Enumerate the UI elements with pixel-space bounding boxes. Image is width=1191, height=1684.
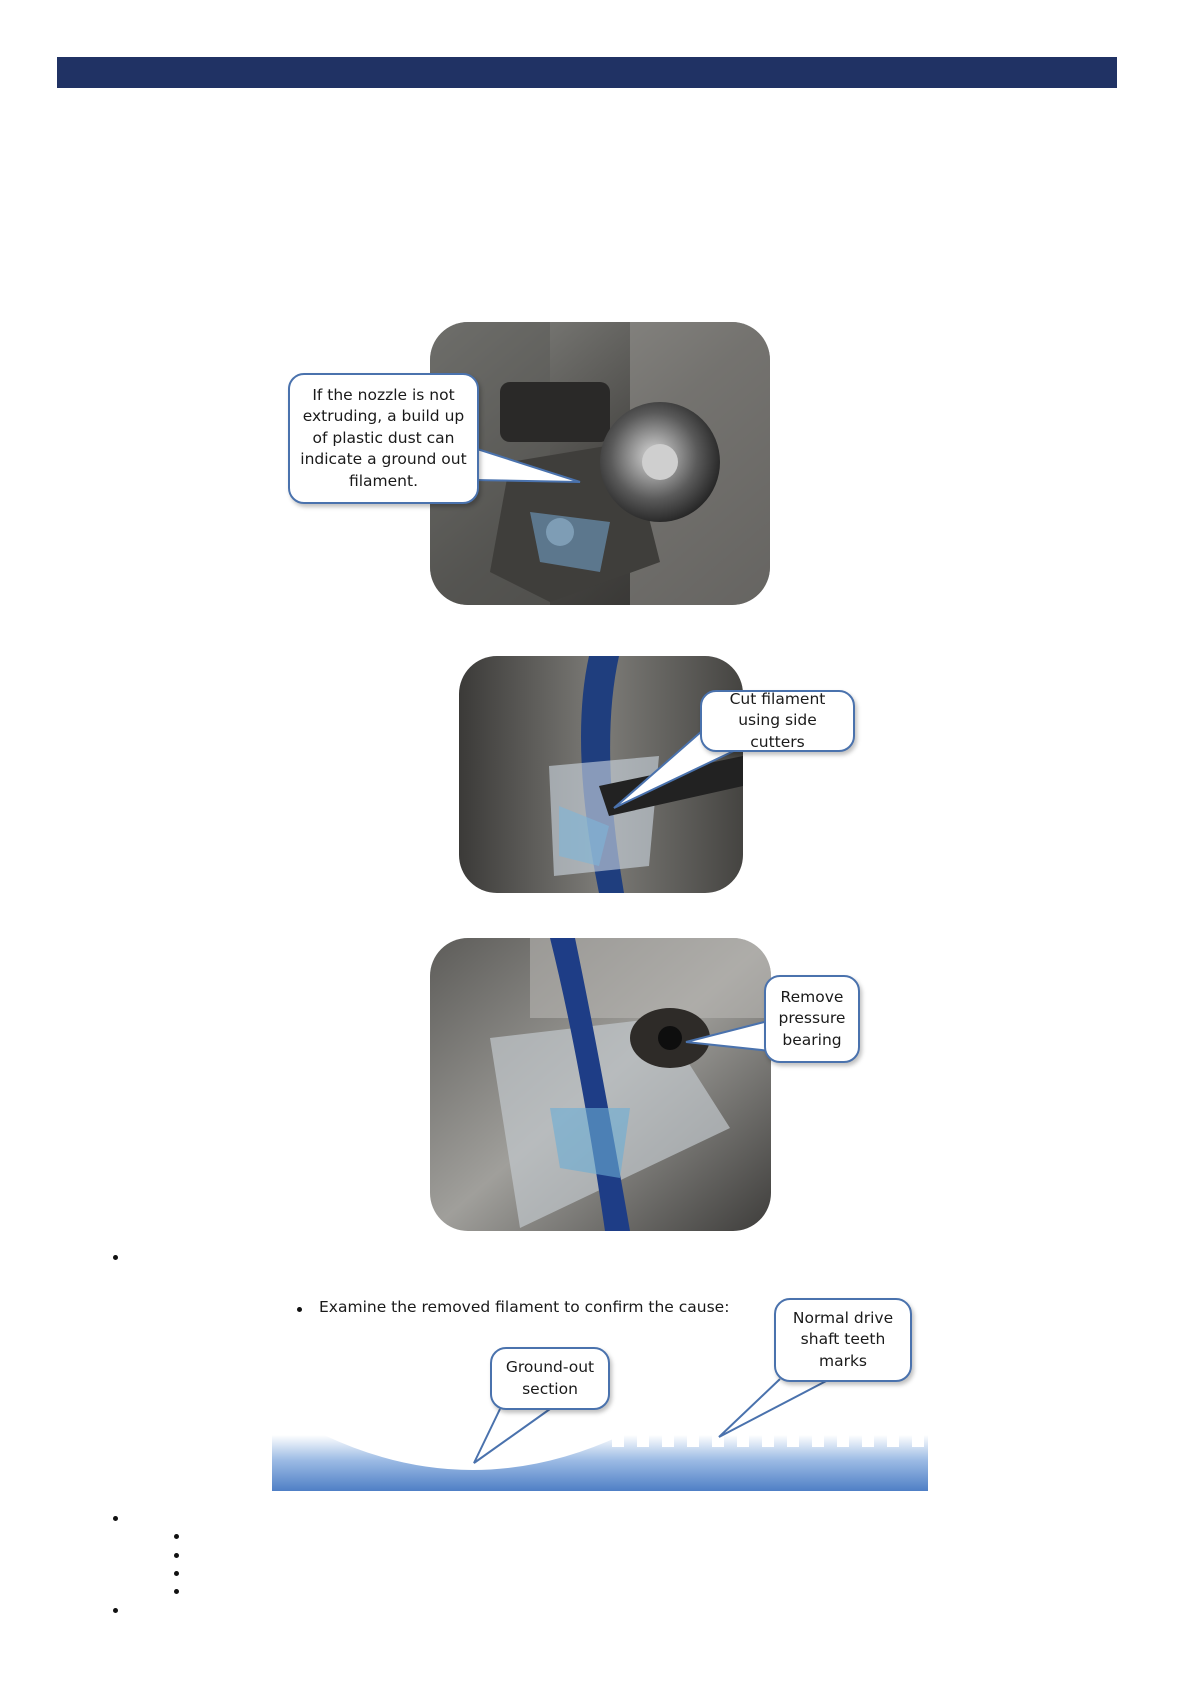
callout-teeth-marks-text: Normal drive shaft teeth marks	[792, 1308, 894, 1370]
callout-tail	[470, 440, 590, 510]
callout-plastic-dust	[288, 373, 479, 504]
sub-bullet-point	[174, 1571, 179, 1576]
callout-pressure-bearing	[764, 975, 860, 1063]
sub-bullet-point	[174, 1589, 179, 1594]
diagram-instruction: Examine the removed filament to confirm the cause:	[319, 1298, 730, 1316]
photo-pressure-bearing	[430, 938, 771, 1231]
callout-plastic-dust-text: If the nozzle is not extruding, a build up of plastic dust can indicate a ground out filament.	[300, 385, 467, 490]
bullet-point	[297, 1307, 302, 1312]
callout-ground-out-text: Ground-out section	[505, 1358, 595, 1398]
sub-bullet-point	[174, 1553, 179, 1558]
filament-diagram	[272, 1435, 928, 1491]
bullet-point	[113, 1255, 118, 1260]
header-bar	[57, 57, 1117, 88]
callout-cut-filament-text: Cut filament using side cutters	[729, 689, 826, 751]
sub-bullet-point	[174, 1534, 179, 1539]
callout-tail	[715, 1375, 845, 1440]
bullet-point	[113, 1608, 118, 1613]
bullet-point	[113, 1516, 118, 1521]
callout-tail	[470, 1405, 570, 1465]
callout-teeth-marks	[774, 1298, 912, 1382]
callout-pressure-bearing-text: Remove pressure bearing	[778, 987, 846, 1049]
callout-ground-out	[490, 1347, 610, 1410]
callout-cut-filament	[700, 690, 855, 752]
